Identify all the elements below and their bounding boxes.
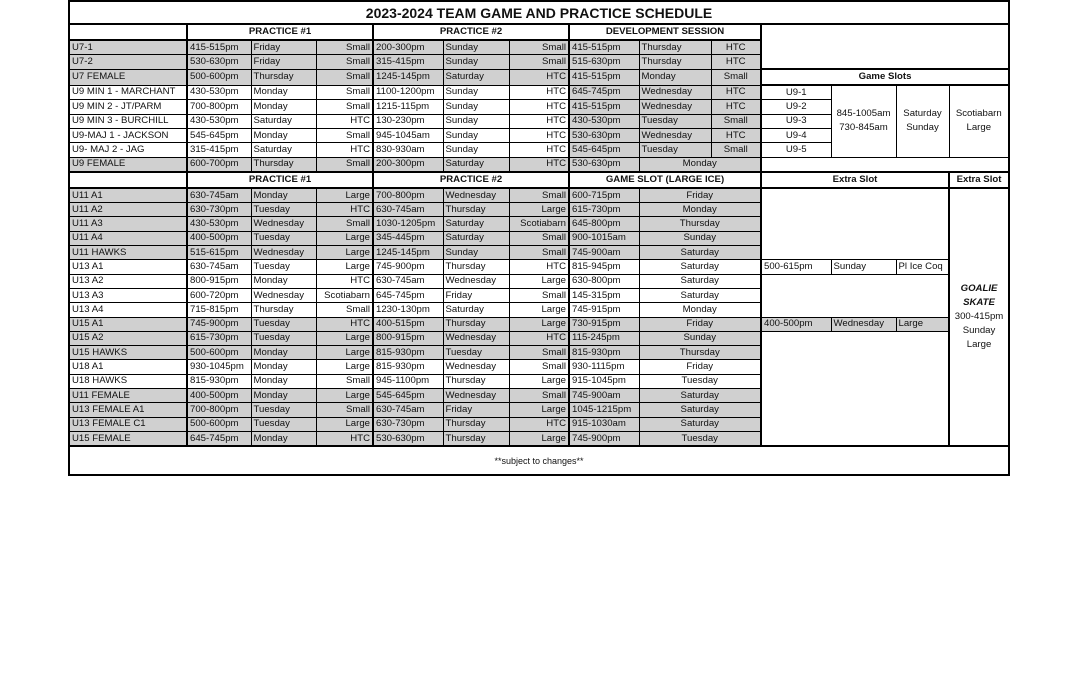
game-day: Friday: [639, 188, 761, 203]
p1-time: 600-720pm: [187, 288, 251, 302]
header-dev-session: DEVELOPMENT SESSION: [569, 24, 761, 40]
goalie-time: 300-415pm: [954, 311, 1004, 323]
p1-rink: Large: [316, 260, 373, 274]
p2-rink: Small: [509, 288, 569, 302]
p1-rink: Large: [316, 246, 373, 260]
p1-day: Thursday: [251, 303, 316, 317]
team-name: U13 A3: [69, 288, 187, 302]
p1-time: 800-915pm: [187, 274, 251, 288]
dev-time: 415-515pm: [569, 69, 639, 85]
p1-rink: Small: [316, 69, 373, 85]
dev-rink: HTC: [711, 100, 761, 114]
extra-slot-day: Sunday: [831, 260, 896, 274]
p1-time: 430-530pm: [187, 114, 251, 128]
p1-day: Friday: [251, 55, 316, 69]
game-time: 900-1015am: [569, 231, 639, 245]
p2-day: Saturday: [443, 231, 509, 245]
p1-time: 815-930pm: [187, 374, 251, 388]
team-name: U13 A4: [69, 303, 187, 317]
header-practice2: PRACTICE #2: [373, 172, 569, 188]
p1-rink: Small: [316, 303, 373, 317]
p2-day: Sunday: [443, 85, 509, 100]
p2-day: Saturday: [443, 69, 509, 85]
team-name: U13 FEMALE C1: [69, 417, 187, 431]
extra-slot-rink: Pl Ice Coq: [896, 260, 949, 274]
p2-rink: HTC: [509, 114, 569, 128]
dev-rink: Small: [711, 114, 761, 128]
game-time: 630-800pm: [569, 274, 639, 288]
game-time: 115-245pm: [569, 331, 639, 345]
p2-day: Wednesday: [443, 389, 509, 403]
p1-day: Monday: [251, 360, 316, 374]
dev-day: Wednesday: [639, 100, 711, 114]
p2-time: 630-745am: [373, 274, 443, 288]
p2-time: 830-930am: [373, 143, 443, 157]
game-day: Saturday: [639, 274, 761, 288]
dev-rink: HTC: [711, 40, 761, 55]
p2-rink: Small: [509, 360, 569, 374]
team-name: U11 A4: [69, 231, 187, 245]
header-practice2: PRACTICE #2: [373, 24, 569, 40]
game-day: Friday: [639, 317, 761, 331]
p2-time: 1215-115pm: [373, 100, 443, 114]
team-name: U7-2: [69, 55, 187, 69]
p2-day: Sunday: [443, 55, 509, 69]
game-time: 930-1115pm: [569, 360, 639, 374]
p1-day: Tuesday: [251, 317, 316, 331]
p1-day: Wednesday: [251, 246, 316, 260]
goalie-skate: [949, 188, 1009, 446]
p1-rink: Large: [316, 231, 373, 245]
p1-day: Wednesday: [251, 288, 316, 302]
dev-time: 645-745pm: [569, 85, 639, 100]
p1-rink: Large: [316, 417, 373, 431]
team-name: U9- MAJ 2 - JAG: [69, 143, 187, 157]
game-time: 815-930pm: [569, 346, 639, 360]
p1-time: 645-745pm: [187, 431, 251, 446]
header-practice1: PRACTICE #1: [187, 172, 373, 188]
dev-time: 530-630pm: [569, 128, 639, 142]
p2-rink: Large: [509, 431, 569, 446]
game-slot-team: U9-4: [761, 128, 831, 142]
team-name: U18 A1: [69, 360, 187, 374]
dev-day: Thursday: [639, 40, 711, 55]
p1-day: Thursday: [251, 69, 316, 85]
extra-slot-time: 400-500pm: [761, 317, 831, 331]
p1-day: Wednesday: [251, 217, 316, 231]
p2-day: Thursday: [443, 417, 509, 431]
p2-time: 815-930pm: [373, 360, 443, 374]
dev-rink: Small: [711, 143, 761, 157]
p2-time: 130-230pm: [373, 114, 443, 128]
extra-slot-rink: Large: [896, 317, 949, 331]
header-extra-slot-goalie: Extra Slot: [949, 172, 1009, 188]
p2-day: Thursday: [443, 317, 509, 331]
p2-time: 345-445pm: [373, 231, 443, 245]
game-slot-times: [831, 85, 896, 157]
p1-time: 430-530pm: [187, 217, 251, 231]
blank-area: [761, 24, 1009, 69]
dev-day: Wednesday: [639, 85, 711, 100]
game-day: Saturday: [639, 389, 761, 403]
p2-rink: Small: [509, 346, 569, 360]
game-slot-rinks: [949, 85, 1009, 157]
p1-rink: Small: [316, 55, 373, 69]
p2-rink: Large: [509, 374, 569, 388]
team-name: U15 A2: [69, 331, 187, 345]
p1-day: Saturday: [251, 143, 316, 157]
team-name: U9-MAJ 1 - JACKSON: [69, 128, 187, 142]
blank-area: [761, 274, 949, 317]
p1-rink: HTC: [316, 114, 373, 128]
p2-day: Friday: [443, 403, 509, 417]
p2-day: Sunday: [443, 128, 509, 142]
p2-day: Sunday: [443, 100, 509, 114]
p1-time: 530-630pm: [187, 55, 251, 69]
p2-rink: Small: [509, 389, 569, 403]
game-time: 815-945pm: [569, 260, 639, 274]
p1-rink: HTC: [316, 317, 373, 331]
game-slot-team: U9-3: [761, 114, 831, 128]
game-day: Saturday: [639, 403, 761, 417]
p2-time: 800-915pm: [373, 331, 443, 345]
game-time: 915-1045pm: [569, 374, 639, 388]
p2-time: 1100-1200pm: [373, 85, 443, 100]
p2-day: Sunday: [443, 246, 509, 260]
p1-day: Thursday: [251, 157, 316, 172]
p1-day: Monday: [251, 389, 316, 403]
p1-day: Monday: [251, 431, 316, 446]
p2-time: 1245-145pm: [373, 69, 443, 85]
team-name: U11 A2: [69, 203, 187, 217]
game-day: Sunday: [639, 331, 761, 345]
game-time: 745-900am: [569, 389, 639, 403]
p1-time: 700-800pm: [187, 100, 251, 114]
team-name: U11 FEMALE: [69, 389, 187, 403]
p2-day: Wednesday: [443, 188, 509, 203]
game-slot-day: Saturday: [903, 108, 942, 120]
p1-rink: Scotiabarn: [316, 288, 373, 302]
p1-day: Monday: [251, 274, 316, 288]
p2-rink: Small: [509, 40, 569, 55]
dev-day: Monday: [639, 69, 711, 85]
footnote: **subject to changes**: [69, 446, 1009, 475]
p1-rink: HTC: [316, 143, 373, 157]
p2-time: 200-300pm: [373, 40, 443, 55]
p1-rink: Small: [316, 374, 373, 388]
p2-rink: HTC: [509, 417, 569, 431]
p2-day: Thursday: [443, 431, 509, 446]
p2-day: Sunday: [443, 40, 509, 55]
dev-day: Thursday: [639, 55, 711, 69]
game-time: 645-800pm: [569, 217, 639, 231]
p1-time: 600-700pm: [187, 157, 251, 172]
game-day: Tuesday: [639, 374, 761, 388]
p1-day: Tuesday: [251, 260, 316, 274]
p2-rink: Small: [509, 188, 569, 203]
game-day: Thursday: [639, 346, 761, 360]
p1-time: 430-530pm: [187, 85, 251, 100]
p2-rink: HTC: [509, 157, 569, 172]
p2-time: 645-745pm: [373, 288, 443, 302]
game-slot-team: U9-1: [761, 85, 831, 100]
header-extra-slot: Extra Slot: [761, 172, 949, 188]
p2-day: Thursday: [443, 260, 509, 274]
p1-day: Monday: [251, 128, 316, 142]
p1-time: 400-500pm: [187, 389, 251, 403]
p2-rink: Large: [509, 403, 569, 417]
p1-day: Tuesday: [251, 417, 316, 431]
dev-time: 430-530pm: [569, 114, 639, 128]
p1-time: 400-500pm: [187, 231, 251, 245]
game-day: Sunday: [639, 231, 761, 245]
game-time: 145-315pm: [569, 288, 639, 302]
game-slot-day: Sunday: [906, 122, 939, 134]
p2-rink: Large: [509, 317, 569, 331]
p1-time: 630-745am: [187, 260, 251, 274]
team-name: U13 FEMALE A1: [69, 403, 187, 417]
p1-time: 630-745am: [187, 188, 251, 203]
p1-rink: Large: [316, 346, 373, 360]
header-blank: [69, 172, 187, 188]
p1-day: Monday: [251, 188, 316, 203]
p1-time: 545-645pm: [187, 128, 251, 142]
team-name: U13 A2: [69, 274, 187, 288]
game-slot-team: U9-2: [761, 100, 831, 114]
p2-rink: Large: [509, 303, 569, 317]
game-time: 600-715pm: [569, 188, 639, 203]
p2-rink: HTC: [509, 85, 569, 100]
p1-rink: Small: [316, 403, 373, 417]
page-title: 2023-2024 TEAM GAME AND PRACTICE SCHEDULE: [69, 1, 1009, 24]
p2-time: 745-900pm: [373, 260, 443, 274]
extra-slot-time: 500-615pm: [761, 260, 831, 274]
p1-rink: Small: [316, 100, 373, 114]
game-time: 1045-1215pm: [569, 403, 639, 417]
game-time: 615-730pm: [569, 203, 639, 217]
game-day: Tuesday: [639, 431, 761, 446]
p2-time: 945-1045am: [373, 128, 443, 142]
p1-day: Monday: [251, 374, 316, 388]
p1-day: Friday: [251, 40, 316, 55]
p1-rink: Large: [316, 188, 373, 203]
game-time: 730-915pm: [569, 317, 639, 331]
game-slot-team: U9-5: [761, 143, 831, 157]
p2-time: 545-645pm: [373, 389, 443, 403]
team-name: U15 FEMALE: [69, 431, 187, 446]
team-name: U7 FEMALE: [69, 69, 187, 85]
p2-time: 400-515pm: [373, 317, 443, 331]
team-name: U9 MIN 3 - BURCHILL: [69, 114, 187, 128]
p2-day: Saturday: [443, 303, 509, 317]
p1-time: 715-815pm: [187, 303, 251, 317]
p1-rink: HTC: [316, 274, 373, 288]
p1-rink: Large: [316, 331, 373, 345]
p1-time: 930-1045pm: [187, 360, 251, 374]
p2-day: Wednesday: [443, 274, 509, 288]
dev-time: 530-630pm: [569, 157, 639, 172]
game-slot-time: 730-845am: [839, 122, 888, 134]
p1-day: Monday: [251, 100, 316, 114]
p2-day: Wednesday: [443, 331, 509, 345]
game-day: Saturday: [639, 288, 761, 302]
p2-time: 200-300pm: [373, 157, 443, 172]
p1-time: 500-600pm: [187, 417, 251, 431]
p2-time: 630-745am: [373, 403, 443, 417]
p1-day: Saturday: [251, 114, 316, 128]
p2-time: 630-745am: [373, 203, 443, 217]
game-day: Monday: [639, 203, 761, 217]
team-name: U15 A1: [69, 317, 187, 331]
p2-day: Saturday: [443, 157, 509, 172]
game-day: Monday: [639, 303, 761, 317]
game-slot-rink: Scotiabarn: [955, 108, 1002, 120]
p1-rink: Small: [316, 128, 373, 142]
p2-day: Saturday: [443, 217, 509, 231]
dev-day: Tuesday: [639, 143, 711, 157]
p1-day: Monday: [251, 346, 316, 360]
p2-time: 530-630pm: [373, 431, 443, 446]
dev-rink: HTC: [711, 55, 761, 69]
p1-time: 500-600pm: [187, 346, 251, 360]
team-name: U11 A3: [69, 217, 187, 231]
p1-day: Tuesday: [251, 231, 316, 245]
dev-day: Wednesday: [639, 128, 711, 142]
extra-slot-day: Wednesday: [831, 317, 896, 331]
dev-time: 415-515pm: [569, 100, 639, 114]
team-name: U13 A1: [69, 260, 187, 274]
header-game-slot: GAME SLOT (LARGE ICE): [569, 172, 761, 188]
p2-day: Sunday: [443, 143, 509, 157]
game-day: Saturday: [639, 260, 761, 274]
dev-rink: HTC: [711, 85, 761, 100]
game-time: 915-1030am: [569, 417, 639, 431]
p2-rink: Small: [509, 231, 569, 245]
goalie-title: SKATE: [963, 297, 995, 309]
team-name: U11 A1: [69, 188, 187, 203]
goalie-day: Sunday: [962, 325, 996, 337]
p2-rink: HTC: [509, 143, 569, 157]
game-day: Thursday: [639, 217, 761, 231]
p2-rink: Small: [509, 55, 569, 69]
p1-rink: Small: [316, 217, 373, 231]
p1-rink: Large: [316, 360, 373, 374]
p1-day: Tuesday: [251, 331, 316, 345]
game-time: 745-900pm: [569, 431, 639, 446]
team-name: U18 HAWKS: [69, 374, 187, 388]
p1-time: 630-730pm: [187, 203, 251, 217]
p2-day: Tuesday: [443, 346, 509, 360]
game-slot-time: 845-1005am: [836, 108, 891, 120]
header-blank: [69, 24, 187, 40]
game-day: Saturday: [639, 246, 761, 260]
p2-rink: Small: [509, 246, 569, 260]
p1-rink: Small: [316, 157, 373, 172]
game-slots-header: Game Slots: [761, 69, 1009, 85]
p1-time: 500-600pm: [187, 69, 251, 85]
p2-time: 1230-130pm: [373, 303, 443, 317]
p1-time: 700-800pm: [187, 403, 251, 417]
p2-time: 1030-1205pm: [373, 217, 443, 231]
team-name: U15 HAWKS: [69, 346, 187, 360]
team-name: U9 MIN 2 - JT/PARM: [69, 100, 187, 114]
dev-time: 415-515pm: [569, 40, 639, 55]
p1-day: Tuesday: [251, 203, 316, 217]
p2-rink: HTC: [509, 260, 569, 274]
p1-rink: Large: [316, 389, 373, 403]
p1-time: 615-730pm: [187, 331, 251, 345]
p1-day: Tuesday: [251, 403, 316, 417]
dev-rink: HTC: [711, 128, 761, 142]
dev-day: Monday: [639, 157, 761, 172]
p1-time: 415-515pm: [187, 40, 251, 55]
p2-rink: Large: [509, 203, 569, 217]
game-slot-days: [896, 85, 949, 157]
goalie-rink: Large: [966, 339, 992, 351]
p1-rink: Small: [316, 40, 373, 55]
p2-time: 700-800pm: [373, 188, 443, 203]
team-name: U9 MIN 1 - MARCHANT: [69, 85, 187, 100]
p2-time: 1245-145pm: [373, 246, 443, 260]
p1-rink: HTC: [316, 203, 373, 217]
dev-time: 545-645pm: [569, 143, 639, 157]
dev-day: Tuesday: [639, 114, 711, 128]
game-slot-rink: Large: [966, 122, 992, 134]
p2-time: 630-730pm: [373, 417, 443, 431]
schedule-table: [68, 0, 1010, 476]
p2-time: 315-415pm: [373, 55, 443, 69]
p2-time: 815-930pm: [373, 346, 443, 360]
blank-area: [761, 157, 1009, 172]
dev-time: 515-630pm: [569, 55, 639, 69]
p2-day: Thursday: [443, 203, 509, 217]
team-name: U7-1: [69, 40, 187, 55]
goalie-title: GOALIE: [960, 283, 998, 295]
p2-day: Thursday: [443, 374, 509, 388]
p2-rink: HTC: [509, 128, 569, 142]
p1-day: Monday: [251, 85, 316, 100]
p2-day: Wednesday: [443, 360, 509, 374]
p2-day: Sunday: [443, 114, 509, 128]
p2-rink: Scotiabarn: [509, 217, 569, 231]
team-name: U11 HAWKS: [69, 246, 187, 260]
game-time: 745-915pm: [569, 303, 639, 317]
p1-time: 315-415pm: [187, 143, 251, 157]
p1-rink: Small: [316, 85, 373, 100]
p1-time: 745-900pm: [187, 317, 251, 331]
p1-rink: HTC: [316, 431, 373, 446]
p2-time: 945-1100pm: [373, 374, 443, 388]
game-day: Friday: [639, 360, 761, 374]
p1-time: 515-615pm: [187, 246, 251, 260]
p2-rink: Large: [509, 274, 569, 288]
game-time: 745-900am: [569, 246, 639, 260]
team-name: U9 FEMALE: [69, 157, 187, 172]
game-day: Saturday: [639, 417, 761, 431]
blank-area: [761, 331, 949, 446]
p2-day: Friday: [443, 288, 509, 302]
p2-rink: HTC: [509, 331, 569, 345]
header-practice1: PRACTICE #1: [187, 24, 373, 40]
p2-rink: HTC: [509, 100, 569, 114]
p2-rink: HTC: [509, 69, 569, 85]
blank-area: [761, 188, 949, 260]
dev-rink: Small: [711, 69, 761, 85]
